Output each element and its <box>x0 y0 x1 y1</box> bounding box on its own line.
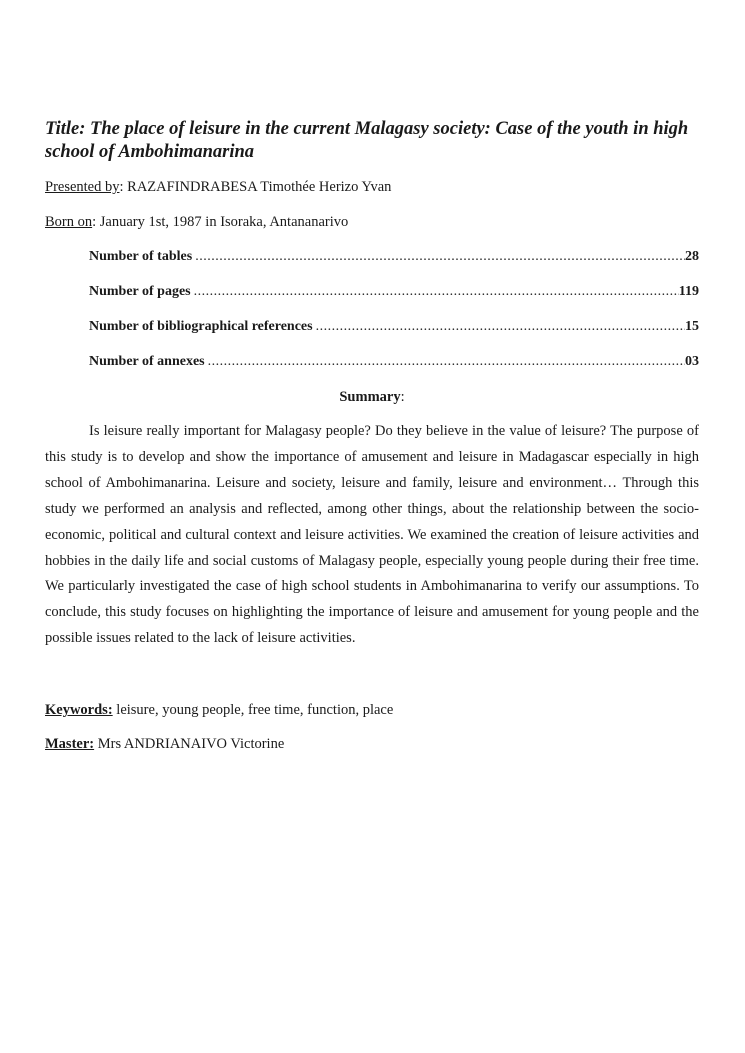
master-label: Master: <box>45 736 95 753</box>
document-content <box>45 118 699 754</box>
stat-row-tables <box>89 247 699 267</box>
born-on-separator: : <box>92 214 100 230</box>
presented-by-value: RAZAFINDRABESA Timothée Herizo Yvan <box>127 179 392 195</box>
stat-row-pages <box>89 282 699 302</box>
dot-leader <box>195 247 685 267</box>
keywords-label: Keywords: <box>45 702 113 719</box>
stat-label: Number of tables <box>89 249 193 264</box>
dot-leader <box>208 352 685 372</box>
presented-by-separator: : <box>119 179 128 195</box>
keywords-field <box>45 700 699 720</box>
summary-heading-label: Summary <box>339 389 401 405</box>
master-field <box>45 734 699 754</box>
stat-row-annexes <box>89 352 699 372</box>
statistics-list <box>45 247 699 372</box>
keywords-value: leisure, young people, free time, function, place <box>112 702 394 719</box>
summary-text: Is leisure really important for Malagasy people? Do they believe in the value of leisure? The purpose of this study is to develop and show the importance of amusement and leisure in Madagascar especially in high school of Ambohimanarina. Leisure and society, leisure and family, leisure and environment… Through this study we performed an analysis and reflected, among other things, about the relationship between the socio-economic, political and cultural context and leisure activities. We examined the creation of leisure activities and hobbies in the daily life and social customs of Malagasy people, especially young people during their free time. We particularly investigated the case of high school students in Ambohimanarina to verify our assumptions. To conclude, this study focuses on highlighting the importance of leisure and amusement for young people and the possible issues related to the lack of leisure activities. <box>45 423 699 647</box>
dot-leader <box>316 317 685 337</box>
stat-value: 28 <box>685 249 699 264</box>
stat-label: Number of annexes <box>89 354 205 369</box>
presented-by-field <box>45 177 699 197</box>
born-on-label: Born on <box>45 214 93 230</box>
summary-heading-suffix: : <box>400 389 405 405</box>
dot-leader <box>194 282 679 302</box>
presented-by-label: Presented by <box>45 179 120 195</box>
stat-value: 119 <box>678 284 699 299</box>
summary-heading <box>45 387 699 407</box>
stat-value: 03 <box>685 354 699 369</box>
stat-value: 15 <box>685 319 699 334</box>
born-on-value: January 1st, 1987 in Isoraka, Antananarivo <box>99 214 349 230</box>
master-value: Mrs ANDRIANAIVO Victorine <box>94 736 285 753</box>
stat-label: Number of pages <box>89 284 191 299</box>
stat-label: Number of bibliographical references <box>89 319 313 334</box>
stat-row-references <box>89 317 699 337</box>
document-title: Title: The place of leisure in the current Malagasy society: Case of the youth in high school of Ambohimanarina <box>45 119 689 162</box>
born-on-field <box>45 212 699 232</box>
